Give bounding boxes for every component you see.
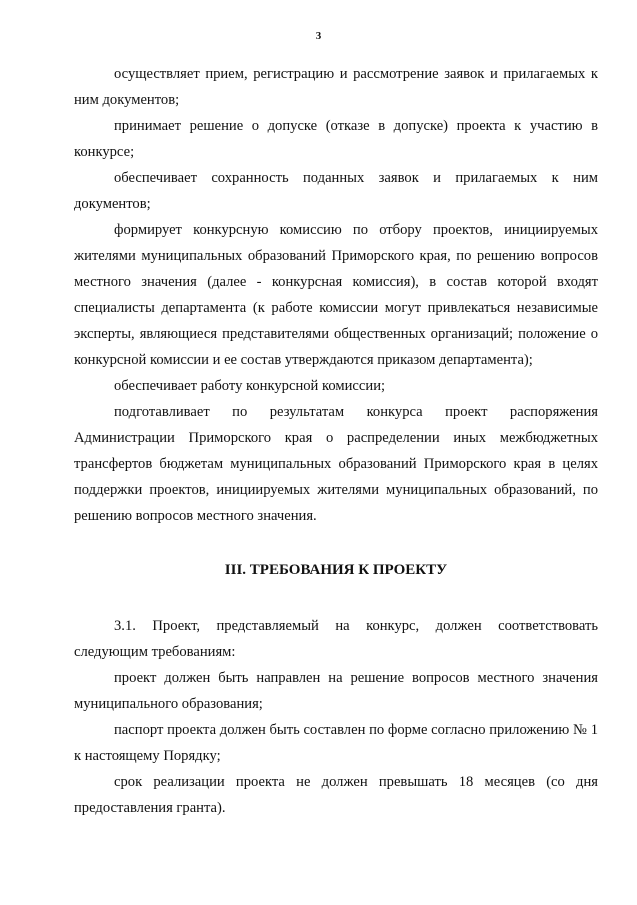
paragraph-duty-draft-order: подготавливает по результатам конкурса проект распоряжения Администрации Приморского края о распределении иных межбюджетных трансфертов бюджетам муниципальных образований Приморского края в целях поддержки проектов, инициируемых жителями муниципальных образований, по решению вопросов местного значения. [74, 404, 598, 524]
paragraph-requirement-passport: паспорт проекта должен быть составлен по форме согласно приложению № 1 к настоящему Порядку; [74, 722, 598, 764]
section-heading: III. ТРЕБОВАНИЯ К ПРОЕКТУ [224, 562, 448, 578]
paragraph-requirement-duration: срок реализации проекта не должен превышать 18 месяцев (со дня предоставления гранта). [74, 774, 598, 816]
page-number: 3 [315, 30, 322, 42]
paragraph-duty-commission: формирует конкурсную комиссию по отбору проектов, инициируемых жителями муниципальных образований Приморского края, по решению вопросов местного значения (далее - конкурсная комиссия), в состав которой входят специалисты департамента (к работе комиссии могут привлекаться независимые эксперты, являющиеся представителями общественных организаций; положение о конкурсной комиссии и ее состав утверждаются приказом департамента); [74, 222, 598, 368]
paragraph-duty-safekeeping: обеспечивает сохранность поданных заявок и прилагаемых к ним документов; [74, 170, 598, 212]
paragraph-duty-admission: принимает решение о допуске (отказе в допуске) проекта к участию в конкурсе; [74, 118, 598, 160]
paragraph-duty-registration: осуществляет прием, регистрацию и рассмотрение заявок и прилагаемых к ним документов; [74, 66, 598, 108]
paragraph-requirement-local-issues: проект должен быть направлен на решение вопросов местного значения муниципального образования; [74, 670, 598, 712]
paragraph-duty-commission-work: обеспечивает работу конкурсной комиссии; [114, 378, 386, 394]
document-body [74, 61, 598, 821]
paragraph-requirements-intro: 3.1. Проект, представляемый на конкурс, должен соответствовать следующим требованиям: [74, 618, 598, 660]
